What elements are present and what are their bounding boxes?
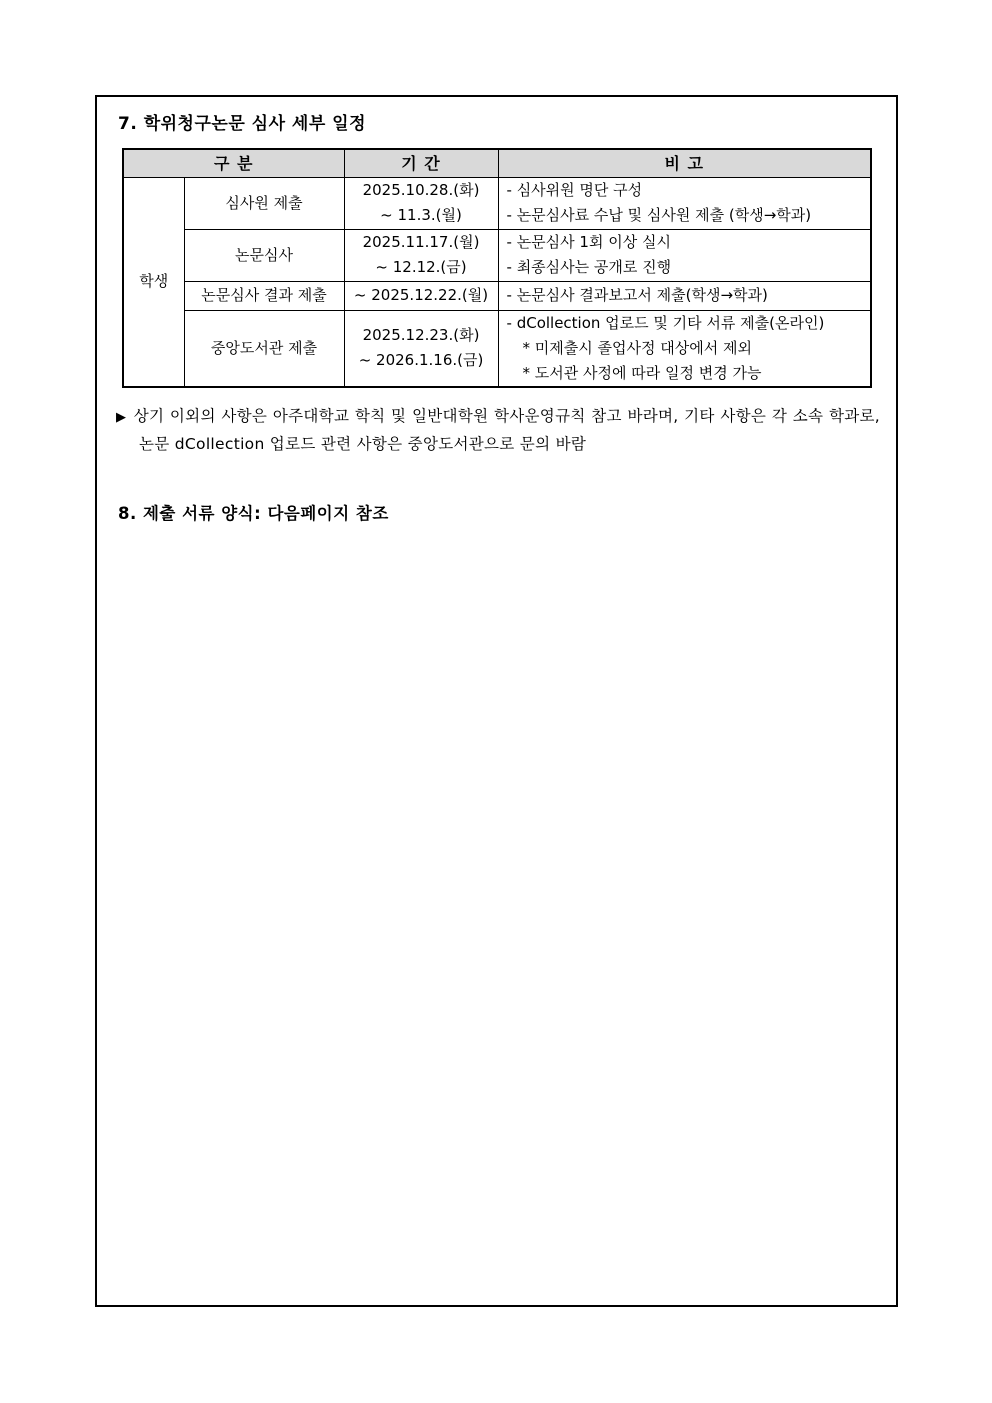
table-header xyxy=(123,149,871,177)
header-category: 구 분 xyxy=(123,149,344,177)
category-cell: 논문심사 결과 제출 xyxy=(184,281,344,310)
period-line: ~ 2026.1.16.(금) xyxy=(358,351,484,369)
triangle-bullet-icon: ▶ xyxy=(116,409,127,425)
footnote-text: 상기 이외의 사항은 아주대학교 학칙 및 일반대학원 학사운영규칙 참고 바라며, 기타 사항은 각 소속 학과로, 논문 dCollection 업로드 관련 사항은 중앙도서관으로 문의 바람 xyxy=(133,406,880,453)
section-8-title: 8. 제출 서류 양식: 다음페이지 참조 xyxy=(118,503,389,523)
thesis-schedule-table xyxy=(122,148,872,388)
period-cell xyxy=(344,177,498,229)
period-cell xyxy=(344,310,498,387)
page-border xyxy=(95,95,898,1307)
period-line: 2025.11.17.(월) xyxy=(362,233,480,251)
section-7-title: 7. 학위청구논문 심사 세부 일정 xyxy=(118,114,367,134)
table-row xyxy=(123,229,871,281)
footnote xyxy=(116,403,880,458)
note-cell xyxy=(498,177,871,229)
period-line: ~ 11.3.(월) xyxy=(380,206,462,224)
note-line: - 심사위원 명단 구성 xyxy=(506,181,643,199)
table-row xyxy=(123,281,871,310)
header-note: 비 고 xyxy=(498,149,871,177)
note-line: - 최종심사는 공개로 진행 xyxy=(506,258,672,276)
group-label-cell: 학생 xyxy=(123,177,184,387)
note-line: - 논문심사 결과보고서 제출(학생→학과) xyxy=(506,286,768,304)
header-period: 기 간 xyxy=(344,149,498,177)
page-content xyxy=(97,97,896,524)
note-cell xyxy=(498,229,871,281)
period-line: ~ 12.12.(금) xyxy=(375,258,467,276)
note-cell xyxy=(498,281,871,310)
note-line: - 논문심사료 수납 및 심사원 제출 (학생→학과) xyxy=(506,206,812,224)
note-line: * 도서관 사정에 따라 일정 변경 가능 xyxy=(522,363,762,382)
table-row xyxy=(123,310,871,387)
period-line: 2025.12.23.(화) xyxy=(362,326,480,344)
period-cell xyxy=(344,281,498,310)
period-line: 2025.10.28.(화) xyxy=(362,181,480,199)
note-line: * 미제출시 졸업사정 대상에서 제외 xyxy=(522,338,752,357)
note-cell xyxy=(498,310,871,387)
period-line: ~ 2025.12.22.(월) xyxy=(353,286,489,304)
table-row xyxy=(123,177,871,229)
category-cell: 심사원 제출 xyxy=(184,177,344,229)
category-cell: 중앙도서관 제출 xyxy=(184,310,344,387)
note-line: - dCollection 업로드 및 기타 서류 제출(온라인) xyxy=(506,313,825,332)
period-cell xyxy=(344,229,498,281)
note-line: - 논문심사 1회 이상 실시 xyxy=(506,233,671,251)
category-cell: 논문심사 xyxy=(184,229,344,281)
